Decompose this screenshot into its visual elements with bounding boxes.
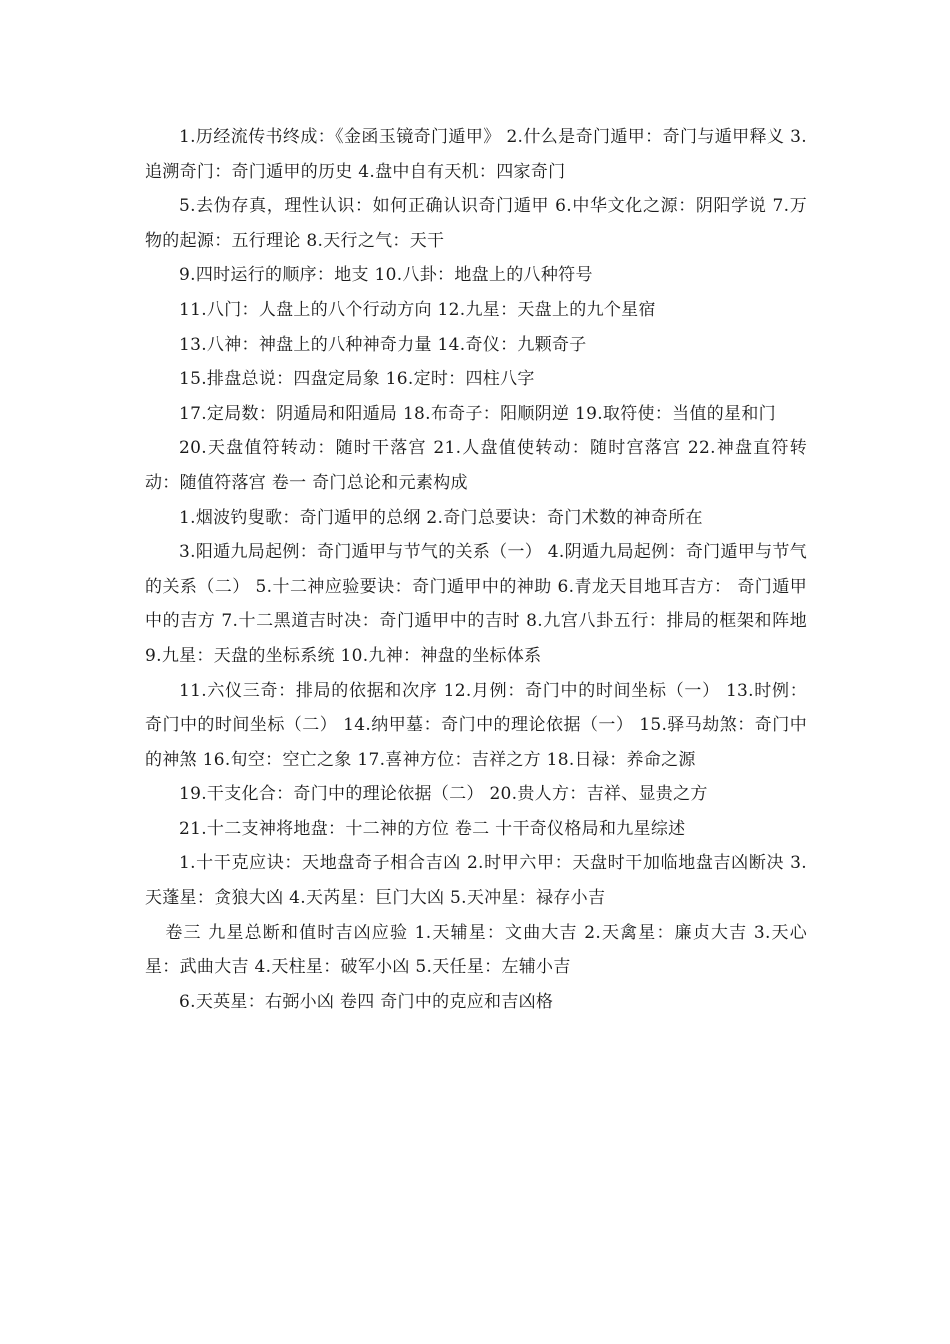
paragraph-7: 17.定局数：阴遁局和阳遁局 18.布奇子：阳顺阴逆 19.取符使：当值的星和门 [179,403,776,424]
paragraph-15: 卷三 九星总断和值时吉凶应验 1.天辅星：文曲大吉 2.天禽星：廉贞大吉 3.天心星：武曲大吉 4.天柱星：破军小凶 5.天任星：左辅小吉 [145,922,807,978]
paragraph-13: 21.十二支神将地盘：十二神的方位 卷二 十干奇仪格局和九星综述 [179,818,686,839]
paragraph-3: 9.四时运行的顺序：地支 10.八卦：地盘上的八种符号 [179,265,593,286]
paragraph-6: 15.排盘总说：四盘定局象 16.定时：四柱八字 [179,369,535,390]
paragraph-16: 6.天英星：右弼小凶 卷四 奇门中的克应和吉凶格 [179,991,554,1012]
paragraph-2: 5.去伪存真，理性认识：如何正确认识奇门遁甲 6.中华文化之源：阴阳学说 7.万物的起源：五行理论 8.天行之气：天干 [145,196,807,251]
paragraph-1: 1.历经流传书终成：《金函玉镜奇门遁甲》 2.什么是奇门遁甲：奇门与遁甲释义 3.追溯奇门：奇门遁甲的历史 4.盘中自有天机：四家奇门 [145,127,807,182]
paragraph-9: 1.烟波钓叟歌：奇门遁甲的总纲 2.奇门总要诀：奇门术数的神奇所在 [179,507,703,528]
paragraph-8: 20.天盘值符转动：随时干落宫 21.人盘值使转动：随时宫落宫 22.神盘直符转动：随值符落宫 卷一 奇门总论和元素构成 [145,438,807,493]
paragraph-10: 3.阳遁九局起例：奇门遁甲与节气的关系（一） 4.阴遁九局起例：奇门遁甲与节气的关系（二） 5.十二神应验要诀：奇门遁甲中的神助 6.青龙天目地耳吉方： 奇门遁甲中的吉方 7.十二黑道吉时决：奇门遁甲中的吉时 8.九宫八卦五行：排局的框架和阵地 9.九星：天盘的坐标系统 10.九神：神盘的坐标体系 [145,542,807,666]
paragraph-14: 1.十干克应诀：天地盘奇子相合吉凶 2.时甲六甲：天盘时干加临地盘吉凶断决 3.天蓬星：贪狼大凶 4.天芮星：巨门大凶 5.天冲星：禄存小吉 [145,853,807,909]
document-body [145,120,807,1019]
paragraph-11: 11.六仪三奇：排局的依据和次序 12.月例：奇门中的时间坐标（一） 13.时例：奇门中的时间坐标（二） 14.纳甲墓：奇门中的理论依据（一） 15.驿马劫煞：奇门中的神煞 16.旬空：空亡之象 17.喜神方位：吉祥之方 18.日禄：养命之源 [145,680,807,770]
paragraph-12: 19.干支化合：奇门中的理论依据（二） 20.贵人方：吉祥、显贵之方 [179,784,708,805]
paragraph-5: 13.八神：神盘上的八种神奇力量 14.奇仪：九颗奇子 [179,334,587,355]
paragraph-4: 11.八门：人盘上的八个行动方向 12.九星：天盘上的九个星宿 [179,299,656,320]
